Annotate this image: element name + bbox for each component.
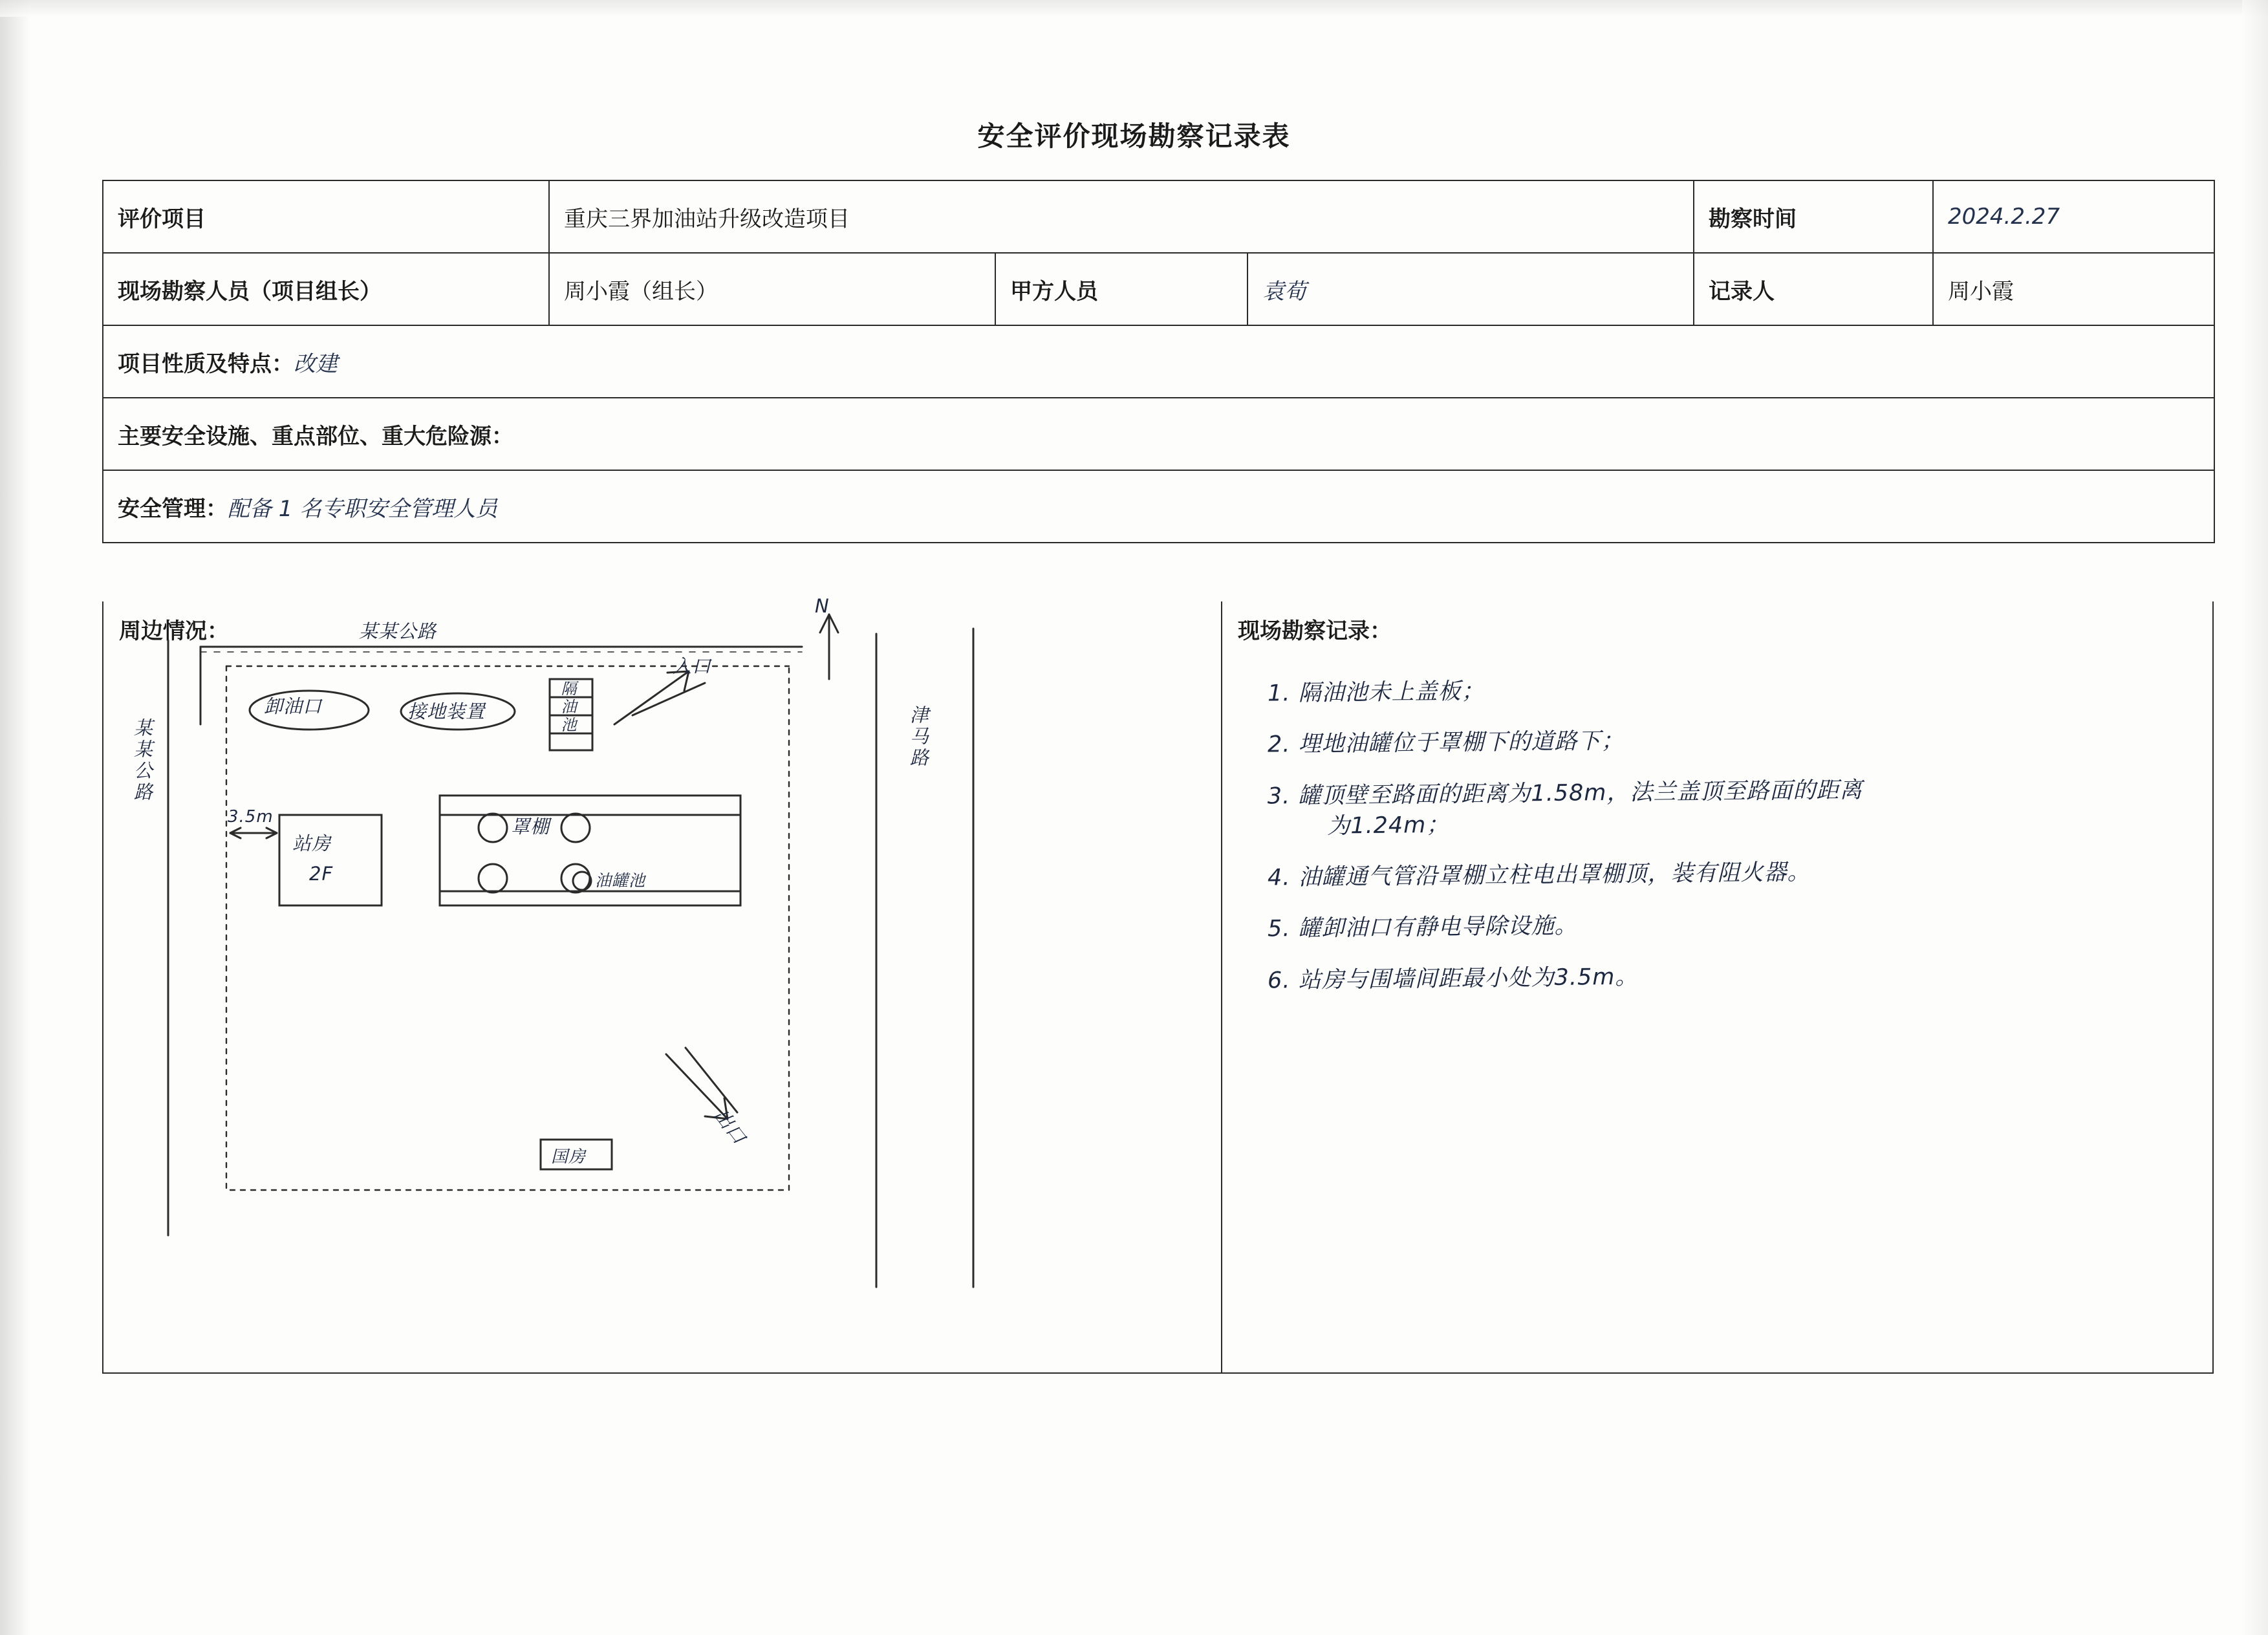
scan-edge-shadow-right xyxy=(2242,0,2268,1635)
client-label: 甲方人员 xyxy=(995,253,1247,325)
table-row-management xyxy=(103,470,2214,543)
grounding-device-label: 接地装置 xyxy=(407,700,486,722)
note-item xyxy=(1268,720,2199,761)
note-item xyxy=(1268,905,2199,945)
note-subtext: 为1.24m； xyxy=(1327,812,1450,839)
note-item xyxy=(1268,772,2199,843)
note-text: 埋地油罐位于罩棚下的道路下； xyxy=(1298,728,1625,758)
site-sketch xyxy=(103,595,1222,1371)
recorder-label: 记录人 xyxy=(1694,253,1933,325)
table-row-personnel xyxy=(103,253,2214,325)
survey-record-table xyxy=(102,180,2215,543)
note-text: 罐顶壁至路面的距离为1.58m，法兰盖顶至路面的距离 xyxy=(1298,777,1863,809)
recorder-value: 周小霞 xyxy=(1933,253,2214,325)
equipment-room-label: 国房 xyxy=(551,1147,587,1167)
distance-to-wall-label: 3.5m xyxy=(228,807,274,827)
road-left-label: 某某公路 xyxy=(131,718,153,803)
surroundings-pane xyxy=(103,595,1222,1372)
road-top-label: 某某公路 xyxy=(359,620,437,642)
note-index: 4. xyxy=(1267,865,1291,891)
note-index: 1. xyxy=(1267,680,1291,707)
project-value: 重庆三界加油站升级改造项目 xyxy=(549,180,1694,253)
table-row-project xyxy=(103,180,2214,253)
north-arrow-label: N xyxy=(815,595,830,617)
note-index: 3. xyxy=(1267,783,1291,810)
surroundings-title: 周边情况： xyxy=(119,620,229,644)
note-item xyxy=(1268,669,2199,709)
scan-edge-shadow xyxy=(0,0,30,1635)
surveyor-label: 现场勘察人员（项目组长） xyxy=(103,253,549,325)
page-title: 安全评价现场勘察记录表 xyxy=(977,122,1291,152)
survey-notes-list xyxy=(1268,674,2199,1012)
survey-notes-title: 现场勘察记录： xyxy=(1238,620,1392,644)
nature-label: 项目性质及特点： xyxy=(118,352,294,376)
canopy-label: 罩棚 xyxy=(511,816,550,838)
road-right-label: 津马路 xyxy=(907,705,929,769)
scan-edge-shadow-top xyxy=(0,0,2268,17)
note-index: 6. xyxy=(1267,967,1291,994)
survey-notes-pane xyxy=(1222,601,2212,1372)
fuel-dispenser-label: 油罐池 xyxy=(595,871,646,890)
safety-facilities-label: 主要安全设施、重点部位、重大危险源： xyxy=(118,424,513,449)
table-row-nature xyxy=(103,325,2214,398)
safety-management-label: 安全管理： xyxy=(118,497,228,521)
survey-time-value: 2024.2.27 xyxy=(1933,180,2214,253)
note-item xyxy=(1268,956,2199,996)
safety-management-cell xyxy=(103,470,2214,543)
entrance-label: 入口 xyxy=(673,655,712,677)
surveyor-value: 周小霞（组长） xyxy=(549,253,995,325)
station-building-label: 站房 xyxy=(292,832,332,854)
safety-management-value: 配备 1 名专职安全管理人员 xyxy=(228,495,498,522)
survey-time-label: 勘察时间 xyxy=(1694,180,1933,253)
client-value: 袁荀 xyxy=(1247,253,1694,325)
nature-value: 改建 xyxy=(294,351,338,377)
table-row-facilities xyxy=(103,398,2214,470)
note-text: 油罐通气管沿罩棚立柱电出罩棚顶，装有阻火器。 xyxy=(1298,859,1811,891)
exit-label: 出口 xyxy=(709,1104,751,1149)
project-label: 评价项目 xyxy=(103,180,549,253)
note-text: 隔油池未上盖板； xyxy=(1298,678,1485,707)
safety-facilities-cell xyxy=(103,398,2214,470)
note-text: 罐卸油口有静电导除设施。 xyxy=(1298,913,1578,942)
unload-port-label: 卸油口 xyxy=(264,695,323,717)
station-building-floors-label: 2F xyxy=(309,863,334,885)
nature-cell xyxy=(103,325,2214,398)
note-item xyxy=(1268,853,2199,893)
oil-separator-label: 隔油池 xyxy=(558,680,576,735)
bottom-panes xyxy=(102,595,2214,1374)
note-text: 站房与围墙间距最小处为3.5m。 xyxy=(1298,964,1639,993)
note-index: 2. xyxy=(1267,731,1291,758)
note-index: 5. xyxy=(1267,916,1291,942)
